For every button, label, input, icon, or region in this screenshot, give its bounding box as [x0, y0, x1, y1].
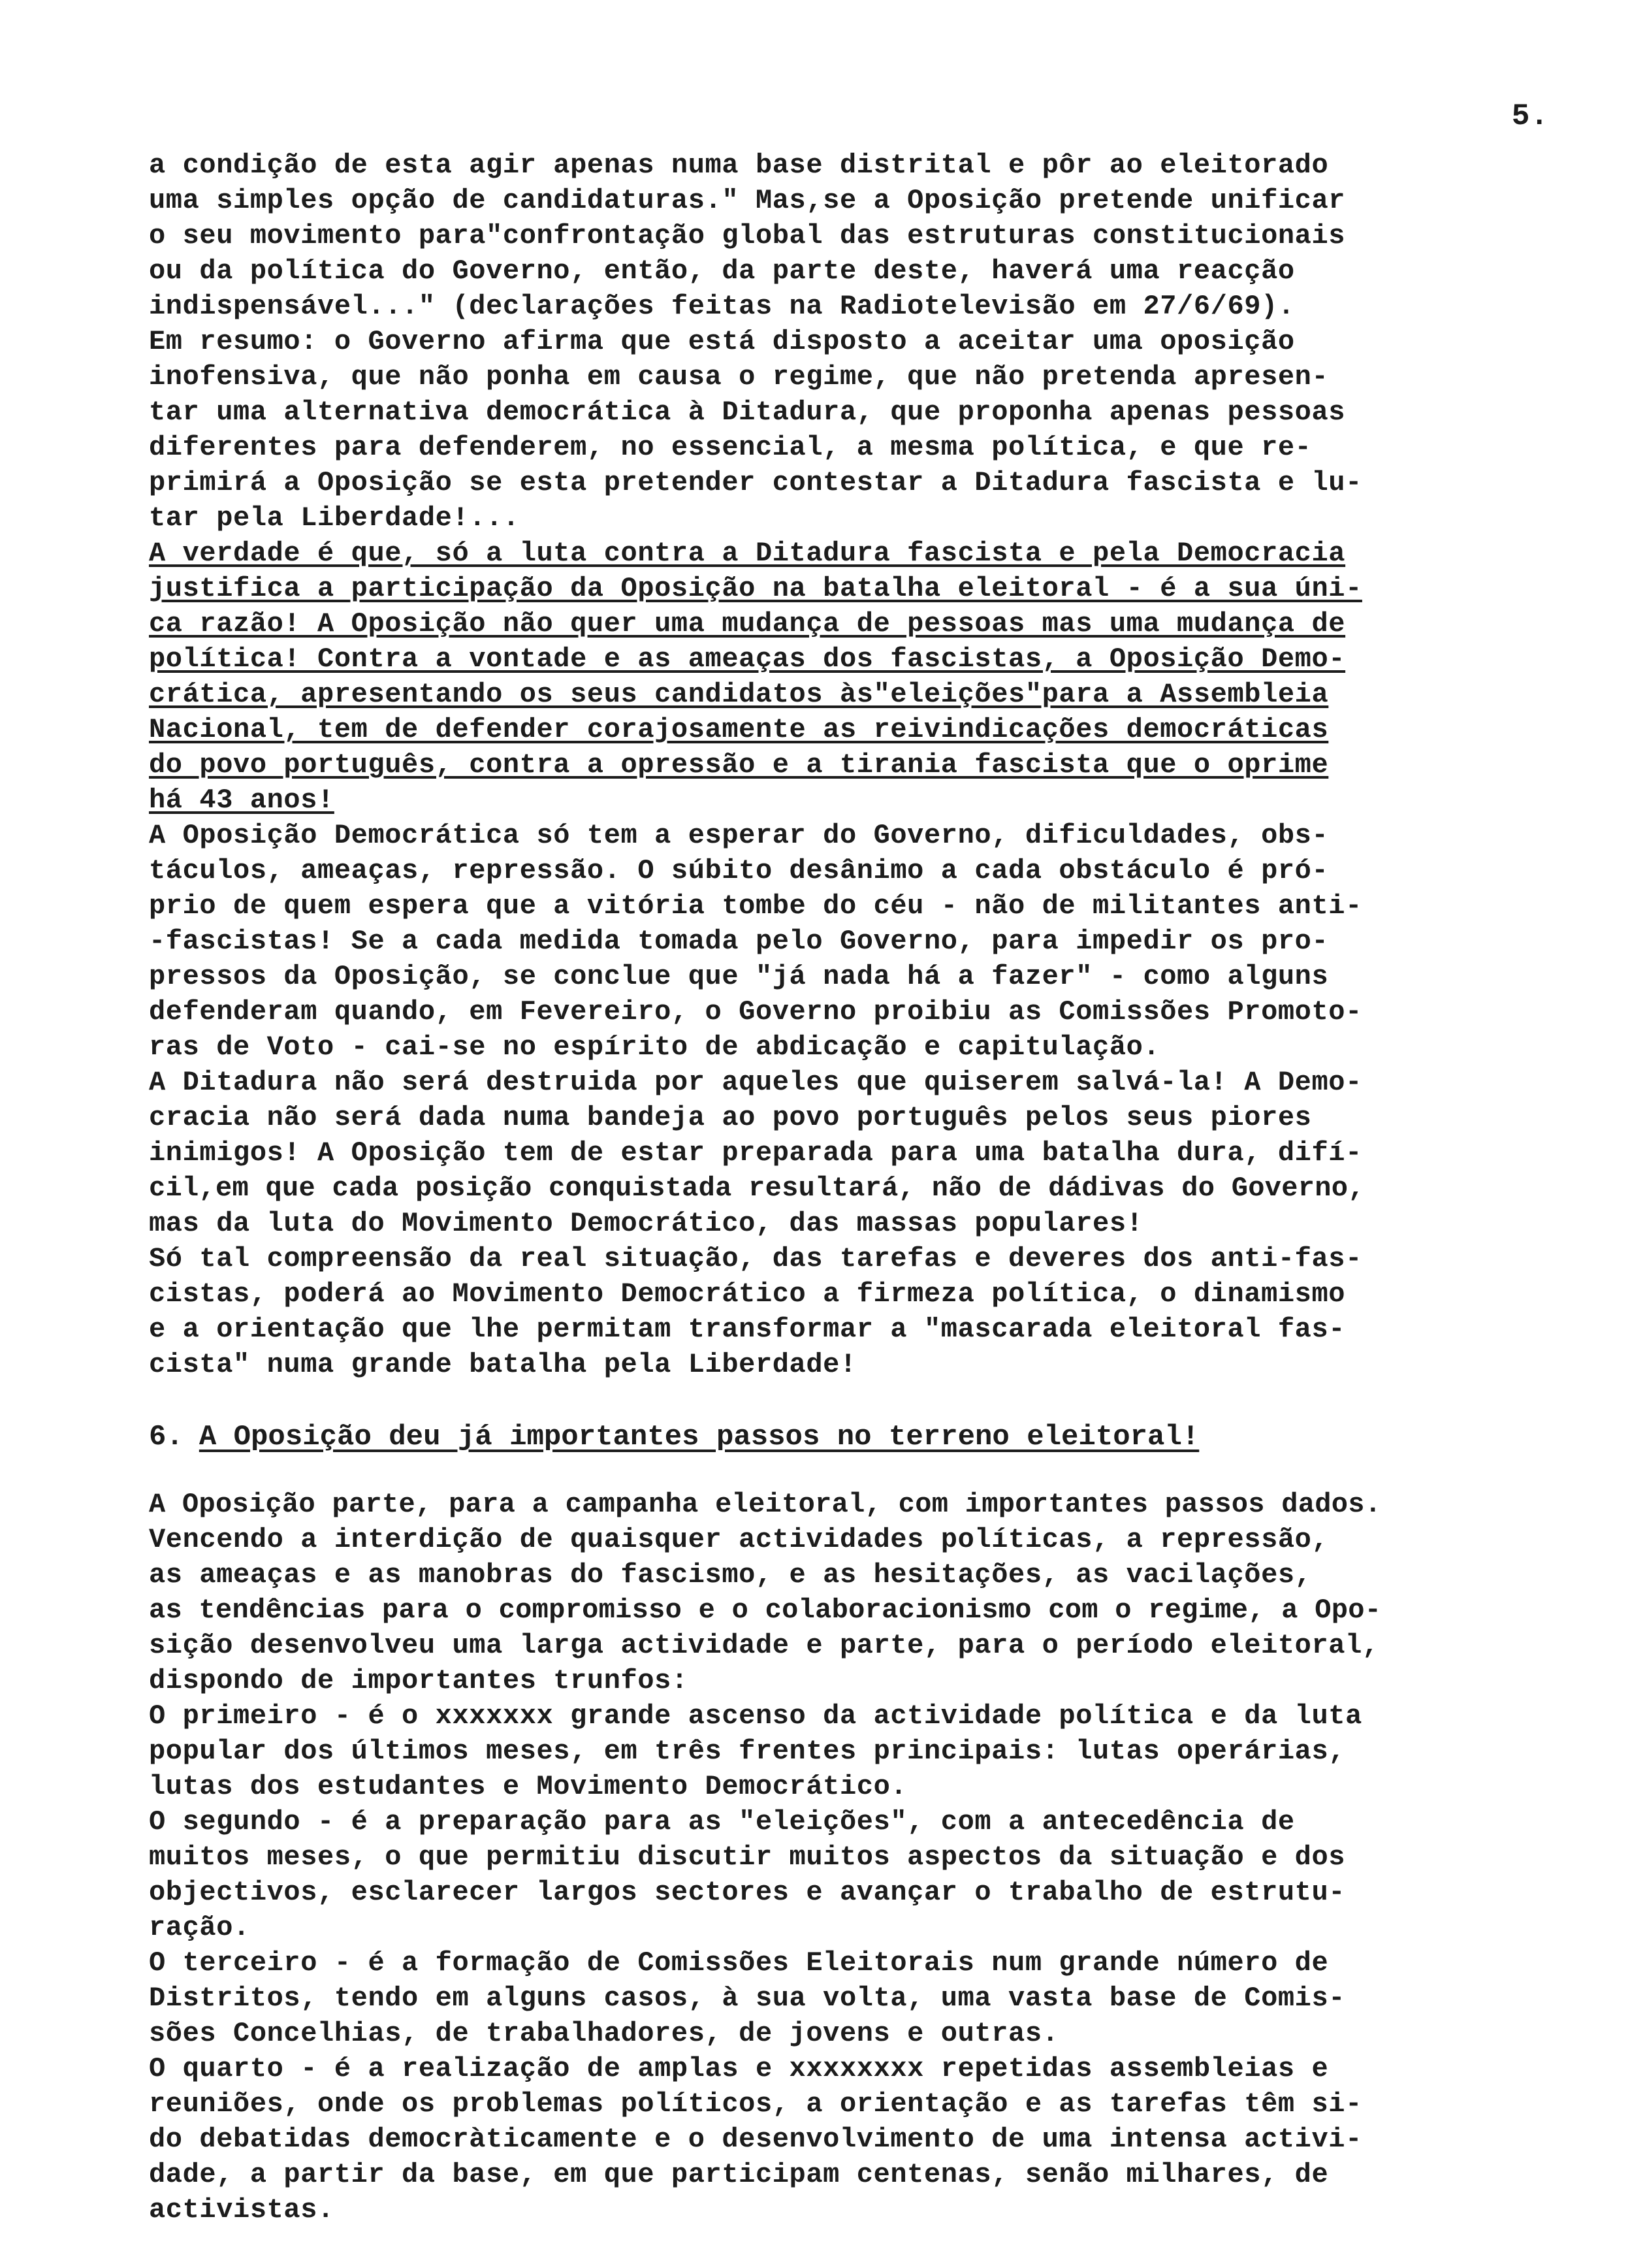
paragraph-3 — [149, 818, 1559, 1382]
document-body — [149, 148, 1559, 2228]
text-line: activistas. — [149, 2194, 334, 2226]
text-line: -fascistas! Se a cada medida tomada pelo Governo, para impedir os pro- — [149, 926, 1329, 957]
text-line: Distritos, tendo em alguns casos, à sua volta, uma vasta base de Comis- — [149, 1983, 1346, 2014]
text-line: Vencendo a interdição de quaisquer actividades políticas, a repressão, — [149, 1524, 1329, 1555]
text-line: cistas, poderá ao Movimento Democrático a firmeza política, o dinamismo — [149, 1278, 1346, 1310]
text-line: dispondo de importantes trunfos: — [149, 1665, 688, 1696]
text-line: do debatidas democràticamente e o desenvolvimento de uma intensa activi- — [149, 2124, 1362, 2155]
text-line: Só tal compreensão da real situação, das tarefas e deveres dos anti-fas- — [149, 1243, 1362, 1274]
text-line: ras de Voto - cai-se no espírito de abdicação e capitulação. — [149, 1031, 1160, 1063]
page-number: 5. — [1511, 99, 1549, 133]
text-line: as ameaças e as manobras do fascismo, e as hesitações, as vacilações, — [149, 1559, 1312, 1591]
text-line: lutas dos estudantes e Movimento Democrático. — [149, 1771, 908, 1802]
text-line: dade, a partir da base, em que participam centenas, senão milhares, de — [149, 2159, 1329, 2190]
text-line: popular dos últimos meses, em três frentes principais: lutas operárias, — [149, 1736, 1346, 1767]
text-line: primirá a Oposição se esta pretender contestar a Ditadura fascista e lu- — [149, 467, 1362, 498]
text-line: inofensiva, que não ponha em causa o regime, que não pretenda apresen- — [149, 361, 1329, 393]
text-line: objectivos, esclarecer largos sectores e avançar o trabalho de estrutu- — [149, 1877, 1346, 1908]
paragraph-1 — [149, 148, 1559, 536]
text-line: ração. — [149, 1912, 250, 1943]
section-heading-line — [149, 1418, 1559, 1457]
text-line: sição desenvolveu uma larga actividade e parte, para o período eleitoral, — [149, 1630, 1379, 1661]
text-line: Em resumo: o Governo afirma que está disposto a aceitar uma oposição — [149, 326, 1295, 357]
text-line: diferentes para defenderem, no essencial, a mesma política, e que re- — [149, 432, 1312, 463]
text-line: A Oposição Democrática só tem a esperar do Governo, dificuldades, obs- — [149, 820, 1329, 851]
section-title: A Oposição deu já importantes passos no terreno eleitoral! — [199, 1421, 1200, 1453]
section-heading — [149, 1418, 1559, 1457]
text-line: o seu movimento para"confrontação global das estruturas constitucionais — [149, 220, 1346, 251]
text-line: cil,em que cada posição conquistada resultará, não de dádivas do Governo, — [149, 1173, 1365, 1204]
text-line: inimigos! A Oposição tem de estar preparada para uma batalha dura, difí- — [149, 1137, 1362, 1169]
text-line: tar pela Liberdade!... — [149, 502, 520, 534]
text-line: a condição de esta agir apenas numa base distrital e pôr ao eleitorado — [149, 150, 1329, 181]
paragraph-4 — [149, 1487, 1559, 2228]
underlined-line: justifica a participação da Oposição na batalha eleitoral - é a sua úni- — [149, 573, 1362, 604]
underlined-line: Nacional, tem de defender corajosamente as reivindicações democráticas — [149, 714, 1329, 745]
text-line: sões Concelhias, de trabalhadores, de jovens e outras. — [149, 2018, 1059, 2049]
text-line: A Ditadura não será destruida por aqueles que quiserem salvá-la! A Demo- — [149, 1067, 1362, 1098]
underlined-line: crática, apresentando os seus candidatos às"eleições"para a Assembleia — [149, 679, 1329, 710]
text-line: ou da política do Governo, então, da parte deste, haverá uma reacção — [149, 255, 1295, 287]
text-line: pressos da Oposição, se conclue que "já nada há a fazer" - como alguns — [149, 961, 1329, 992]
section-number: 6. — [149, 1421, 184, 1453]
text-line: reuniões, onde os problemas políticos, a orientação e as tarefas têm si- — [149, 2088, 1362, 2120]
paragraph-2-underlined — [149, 536, 1559, 818]
text-line: as tendências para o compromisso e o colaboracionismo com o regime, a Opo- — [149, 1595, 1382, 1626]
text-line: mas da luta do Movimento Democrático, das massas populares! — [149, 1208, 1143, 1239]
text-line: cista" numa grande batalha pela Liberdade! — [149, 1349, 857, 1380]
text-line: O quarto - é a realização de amplas e xxxxxxxx repetidas assembleias e — [149, 2053, 1329, 2084]
text-line: e a orientação que lhe permitam transformar a "mascarada eleitoral fas- — [149, 1314, 1346, 1345]
text-line: uma simples opção de candidaturas." Mas,se a Oposição pretende unificar — [149, 185, 1346, 216]
text-line: A Oposição parte, para a campanha eleitoral, com importantes passos dados. — [149, 1489, 1382, 1520]
text-line: cracia não será dada numa bandeja ao povo português pelos seus piores — [149, 1102, 1312, 1133]
underlined-line: do povo português, contra a opressão e a tirania fascista que o oprime — [149, 749, 1329, 781]
text-line: tar uma alternativa democrática à Ditadura, que proponha apenas pessoas — [149, 397, 1346, 428]
underlined-line: há 43 anos! — [149, 785, 334, 816]
text-line: O segundo - é a preparação para as "eleições", com a antecedência de — [149, 1806, 1295, 1838]
text-line: prio de quem espera que a vitória tombe do céu - não de militantes anti- — [149, 890, 1362, 922]
text-line: táculos, ameaças, repressão. O súbito desânimo a cada obstáculo é pró- — [149, 855, 1329, 886]
underlined-line: A verdade é que, só a luta contra a Ditadura fascista e pela Democracia — [149, 538, 1346, 569]
text-line: O terceiro - é a formação de Comissões Eleitorais num grande número de — [149, 1947, 1329, 1979]
underlined-line: política! Contra a vontade e as ameaças dos fascistas, a Oposição Demo- — [149, 643, 1346, 675]
text-line: O primeiro - é o xxxxxxx grande ascenso da actividade política e da luta — [149, 1700, 1362, 1732]
text-line: muitos meses, o que permitiu discutir muitos aspectos da situação e dos — [149, 1841, 1346, 1873]
text-line: indispensável..." (declarações feitas na Radiotelevisão em 27/6/69). — [149, 291, 1295, 322]
underlined-line: ca razão! A Oposição não quer uma mudança de pessoas mas uma mudança de — [149, 608, 1346, 640]
text-line: defenderam quando, em Fevereiro, o Governo proibiu as Comissões Promoto- — [149, 996, 1362, 1028]
